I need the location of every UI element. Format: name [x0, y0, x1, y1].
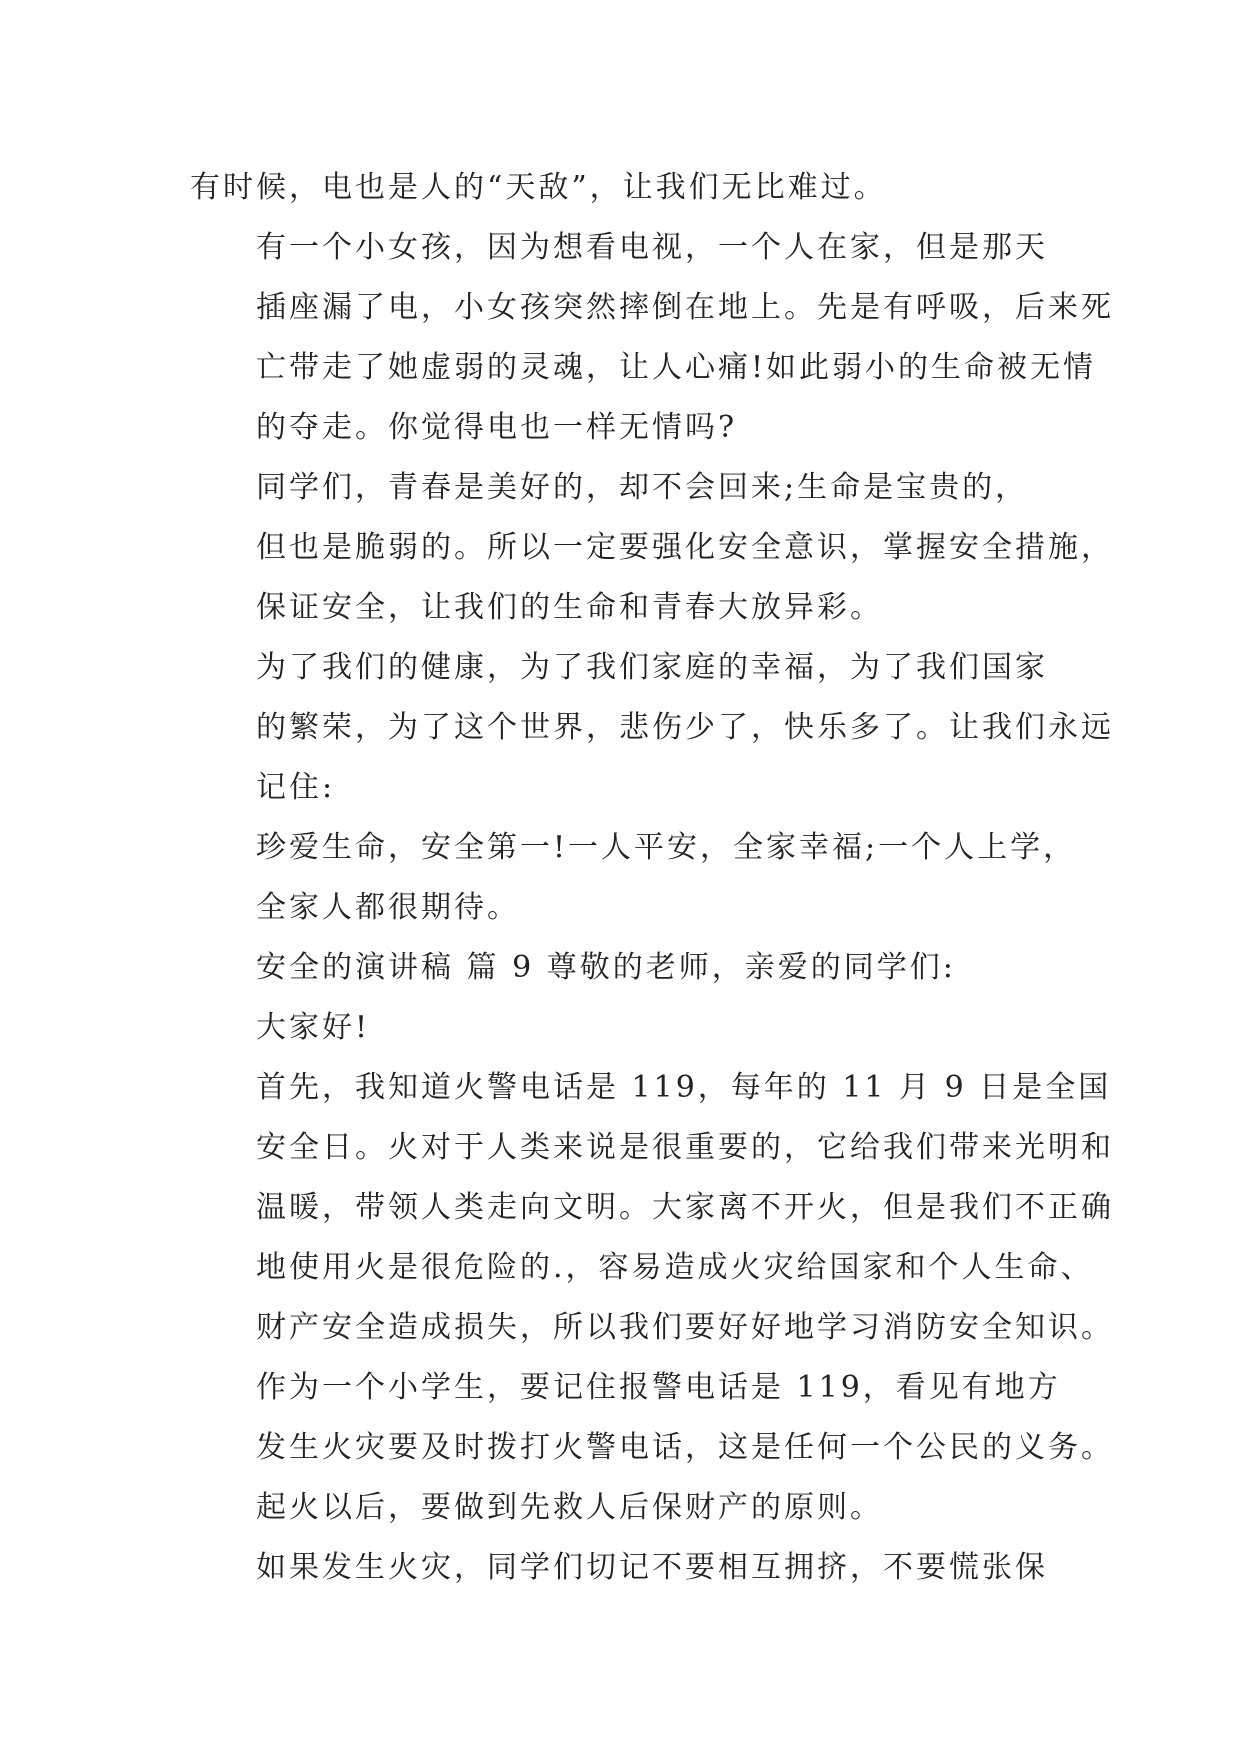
paragraph — [190, 1058, 1114, 1358]
paragraph — [190, 458, 1114, 638]
text-line: 有一个小女孩，因为想看电视，一个人在家，但是那天 — [256, 230, 1048, 265]
text-line: 地使用火是很危险的.，容易造成火灾给国家和个人生命、 — [256, 1250, 1094, 1285]
paragraph — [190, 998, 1070, 1058]
text-line: 大家好! — [256, 1010, 371, 1045]
text-line: 保证安全，让我们的生命和青春大放异彩。 — [256, 590, 883, 625]
text-line: 财产安全造成损失，所以我们要好好地学习消防安全知识。 — [256, 1310, 1114, 1345]
text-line: 发生火灾要及时拨打火警电话，这是任何一个公民的义务。 — [256, 1430, 1114, 1465]
text-line: 首先，我知道火警电话是 119，每年的 11 月 9 日是全国 — [256, 1070, 1112, 1105]
text-line: 全家人都很期待。 — [256, 890, 520, 925]
text-line: 珍爱生命，安全第一!一人平安，全家幸福;一个人上学， — [256, 830, 1077, 865]
text-line: 如果发生火灾，同学们切记不要相互拥挤，不要慌张保 — [256, 1550, 1048, 1585]
text-line: 有时候，电也是人的“天敌”，让我们无比难过。 — [190, 170, 887, 205]
text-line: 作为一个小学生，要记住报警电话是 119，看见有地方 — [256, 1370, 1061, 1405]
text-line: 的夺走。你觉得电也一样无情吗? — [256, 410, 738, 445]
paragraph — [190, 1358, 1114, 1538]
text-line: 插座漏了电，小女孩突然摔倒在地上。先是有呼吸，后来死 — [256, 290, 1114, 325]
text-line: 为了我们的健康，为了我们家庭的幸福，为了我们国家 — [256, 650, 1048, 685]
text-line: 安全的演讲稿 篇 9 尊敬的老师，亲爱的同学们: — [256, 950, 956, 985]
paragraph — [190, 638, 1114, 818]
text-line: 安全日。火对于人类来说是很重要的，它给我们带来光明和 — [256, 1130, 1114, 1165]
paragraph — [190, 158, 1070, 218]
text-line: 同学们，青春是美好的，却不会回来;生命是宝贵的， — [256, 470, 1029, 505]
paragraph — [190, 218, 1114, 458]
text-line: 温暖，带领人类走向文明。大家离不开火，但是我们不正确 — [256, 1190, 1114, 1225]
paragraph — [190, 1538, 1070, 1598]
paragraph — [190, 938, 1070, 998]
text-line: 但也是脆弱的。所以一定要强化安全意识，掌握安全措施， — [256, 530, 1114, 565]
text-line: 亡带走了她虚弱的灵魂，让人心痛!如此弱小的生命被无情 — [256, 350, 1097, 385]
text-line: 记住: — [256, 770, 336, 805]
paragraph — [190, 818, 1077, 938]
text-line: 的繁荣，为了这个世界，悲伤少了，快乐多了。让我们永远 — [256, 710, 1114, 745]
text-line: 起火以后，要做到先救人后保财产的原则。 — [256, 1490, 883, 1525]
document-body — [190, 158, 1114, 1598]
